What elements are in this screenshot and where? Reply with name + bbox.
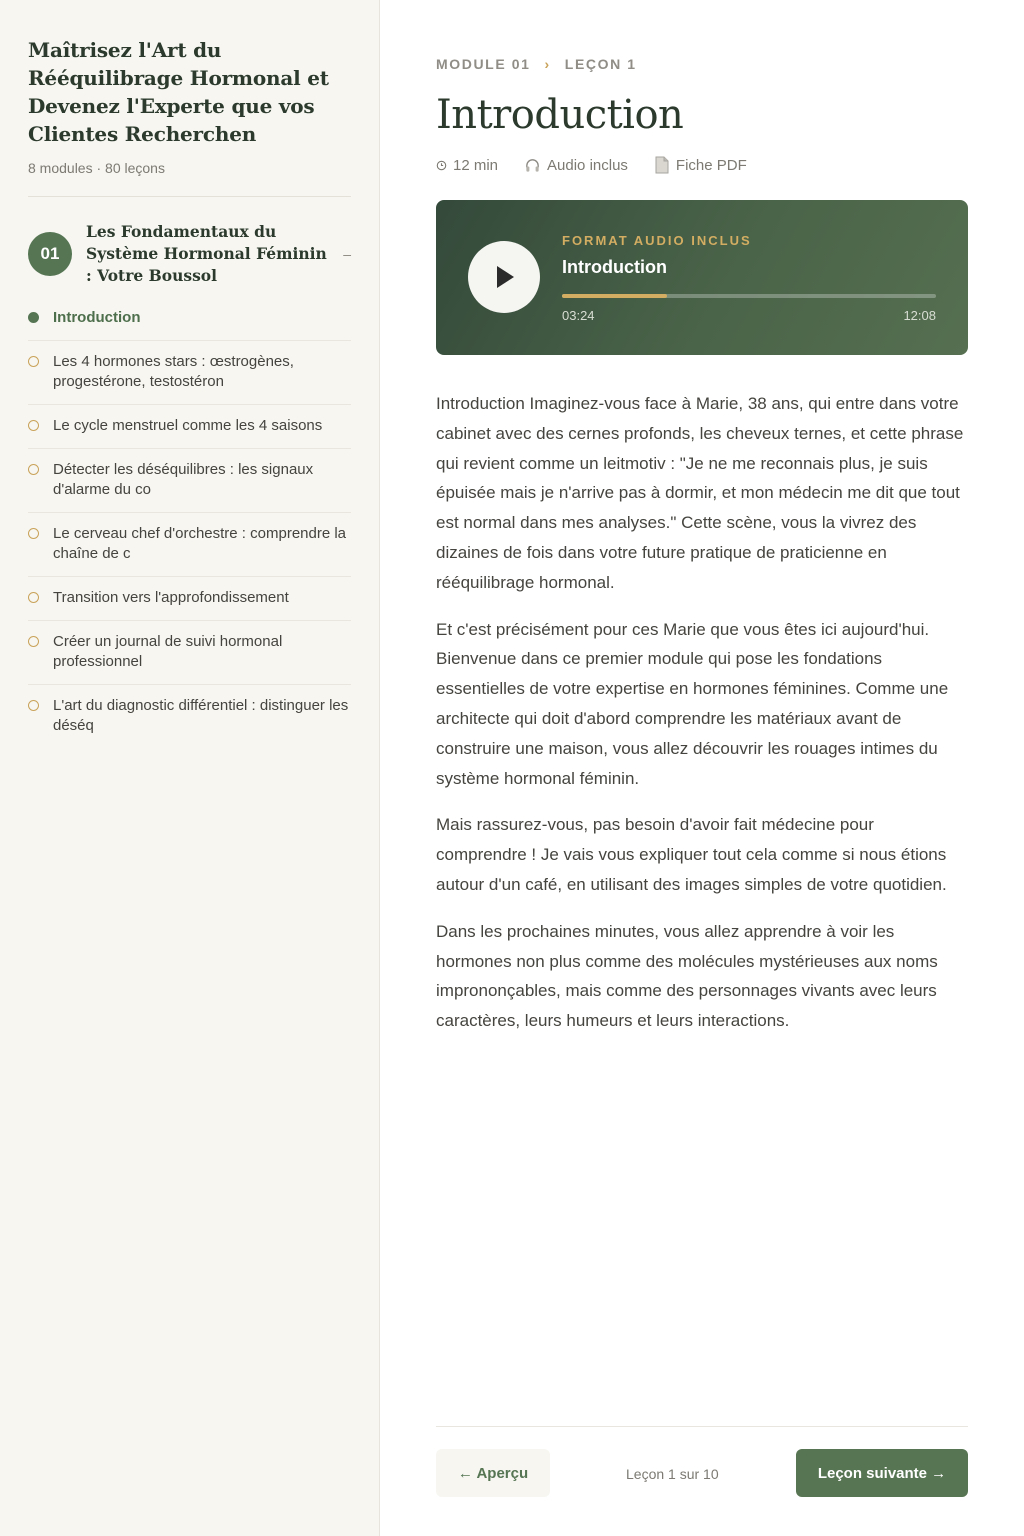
course-meta: 8 modules · 80 leçons <box>28 160 165 176</box>
module-title: Les Fondamentaux du Système Hormonal Féminin : Votre Boussol <box>86 222 327 285</box>
audio-text: Audio inclus <box>547 156 628 174</box>
duration-text: 12 min <box>453 156 499 174</box>
next-lesson-button[interactable]: Leçon suivante → <box>796 1449 968 1497</box>
lesson-list <box>28 297 351 748</box>
lesson-label: Créer un journal de suivi hormonal professionnel <box>53 633 283 670</box>
current-time: 03:24 <box>562 308 595 323</box>
lesson-status-icon <box>28 464 39 475</box>
lesson-counter: Leçon 1 sur 10 <box>626 1466 719 1482</box>
sidebar-lesson-item[interactable] <box>28 685 351 748</box>
sidebar-lesson-item[interactable] <box>28 297 351 341</box>
duration-meta <box>436 157 498 174</box>
play-icon <box>492 264 516 290</box>
lesson-status-icon <box>28 312 39 323</box>
sidebar-lesson-item[interactable] <box>28 449 351 513</box>
lesson-label: Le cerveau chef d'orchestre : comprendre la chaîne de c <box>53 525 347 562</box>
sidebar <box>0 0 380 1536</box>
document-icon <box>654 156 670 174</box>
lesson-label: Détecter les déséquilibres : les signaux d'alarme du co <box>53 461 314 498</box>
paragraph: Dans les prochaines minutes, vous allez apprendre à voir les hormones non plus comme des molécules mystérieuses aux noms imprononçables, mais comme des personnages vivants avec leurs caractères, leurs humeurs et leurs interactions. <box>436 921 938 1031</box>
paragraph: Mais rassurez-vous, pas besoin d'avoir fait médecine pour comprendre ! Je vais vous expliquer tout cela comme si nous étions autour d'un café, en utilisant des images simples de votre quotidien. <box>436 815 947 894</box>
sidebar-lesson-item[interactable] <box>28 621 351 685</box>
lesson-status-icon <box>28 356 39 367</box>
breadcrumb-module[interactable]: MODULE 01 <box>436 56 531 72</box>
lesson-body <box>436 389 968 1036</box>
audio-meta <box>524 157 628 174</box>
course-title: Maîtrisez l'Art du Rééquilibrage Hormonal et Devenez l'Experte que vos Clientes Recherchen <box>28 38 329 146</box>
player-label: FORMAT AUDIO INCLUS <box>562 233 752 248</box>
pdf-meta[interactable] <box>654 156 747 174</box>
lesson-status-icon <box>28 528 39 539</box>
lesson-status-icon <box>28 700 39 711</box>
sidebar-lesson-item[interactable] <box>28 341 351 405</box>
chevron-right-icon: › <box>544 56 551 72</box>
total-time: 12:08 <box>903 308 936 323</box>
module-number-badge: 01 <box>28 232 72 276</box>
preview-button[interactable]: ← Aperçu <box>436 1449 550 1497</box>
collapse-icon[interactable]: – <box>343 246 351 262</box>
lesson-label: Transition vers l'approfondissement <box>53 589 289 606</box>
audio-player <box>436 200 968 355</box>
sidebar-lesson-item[interactable] <box>28 577 351 621</box>
pdf-text: Fiche PDF <box>675 156 747 174</box>
paragraph: Introduction Imaginez-vous face à Marie, 38 ans, qui entre dans votre cabinet avec des cernes profonds, les cheveux ternes, et cette phrase qui revient comme un leitmotiv : "Je ne me reconnais plus, je suis épuisée mais je n'arrive pas à dormir, et mon médecin me dit que tout est normal dans mes analyses." Cette scène, vous la vivrez des dizaines de fois dans votre future pratique de praticienne en rééquilibrage hormonal. <box>436 394 964 592</box>
lesson-status-icon <box>28 636 39 647</box>
clock-icon <box>436 160 447 171</box>
breadcrumb-lesson: LEÇON 1 <box>564 56 637 72</box>
module-header[interactable] <box>28 221 351 297</box>
audio-progress-bar[interactable] <box>562 294 936 298</box>
play-button[interactable] <box>468 241 540 313</box>
audio-progress-fill <box>562 294 667 298</box>
lesson-label: L'art du diagnostic différentiel : distinguer les déséq <box>53 697 349 734</box>
paragraph: Et c'est précisément pour ces Marie que vous êtes ici aujourd'hui. Bienvenue dans ce premier module qui pose les fondations essentielles de votre expertise en hormones féminines. Comme une architecte qui doit d'abord comprendre les matériaux avant de construire une maison, vous allez découvrir les rouages intimes du système hormonal féminin. <box>436 619 949 788</box>
sidebar-lesson-item[interactable] <box>28 513 351 577</box>
lesson-label: Introduction <box>53 309 141 326</box>
lesson-label: Les 4 hormones stars : œstrogènes, progestérone, testostéron <box>53 353 294 390</box>
player-title: Introduction <box>562 257 667 277</box>
breadcrumb <box>436 56 968 72</box>
lesson-status-icon <box>28 420 39 431</box>
headphones-icon <box>524 157 541 174</box>
lesson-status-icon <box>28 592 39 603</box>
lesson-footer <box>436 1426 968 1482</box>
sidebar-divider <box>28 196 351 197</box>
lesson-meta <box>436 156 968 174</box>
lesson-label: Le cycle menstruel comme les 4 saisons <box>53 417 323 434</box>
page-title: Introduction <box>436 92 684 138</box>
sidebar-lesson-item[interactable] <box>28 405 351 449</box>
main-content <box>436 0 968 1053</box>
